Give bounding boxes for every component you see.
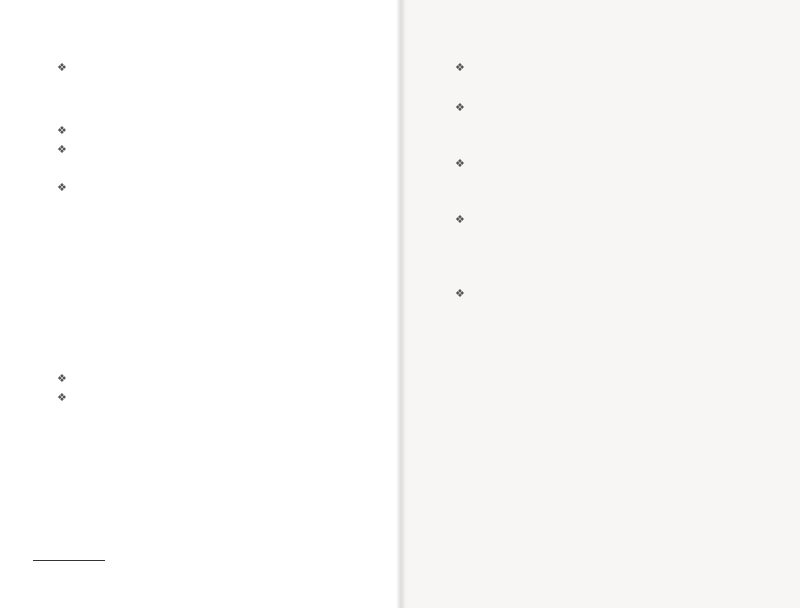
paragraph-line (455, 285, 471, 301)
diamond-bullet-icon: ❖ (57, 373, 67, 385)
diamond-bullet-icon: ❖ (455, 102, 465, 114)
footnote-rule (33, 560, 105, 561)
diamond-bullet-icon: ❖ (57, 125, 67, 137)
diamond-bullet-icon: ❖ (455, 158, 465, 170)
paragraph-line (57, 370, 73, 386)
diamond-bullet-icon: ❖ (455, 288, 465, 300)
book-gutter (396, 0, 406, 608)
paragraph-line (455, 99, 471, 115)
paragraph-line (57, 389, 73, 405)
paragraph-line (455, 59, 471, 75)
paragraph-line (455, 155, 471, 171)
paragraph-line (57, 179, 73, 195)
right-page (400, 0, 800, 608)
paragraph-line (455, 211, 471, 227)
paragraph-line (57, 122, 73, 138)
diamond-bullet-icon: ❖ (57, 182, 67, 194)
diamond-bullet-icon: ❖ (455, 62, 465, 74)
diamond-bullet-icon: ❖ (57, 62, 67, 74)
paragraph-line (57, 59, 73, 75)
diamond-bullet-icon: ❖ (57, 144, 67, 156)
diamond-bullet-icon: ❖ (57, 392, 67, 404)
paragraph-line (57, 141, 73, 157)
diamond-bullet-icon: ❖ (455, 214, 465, 226)
